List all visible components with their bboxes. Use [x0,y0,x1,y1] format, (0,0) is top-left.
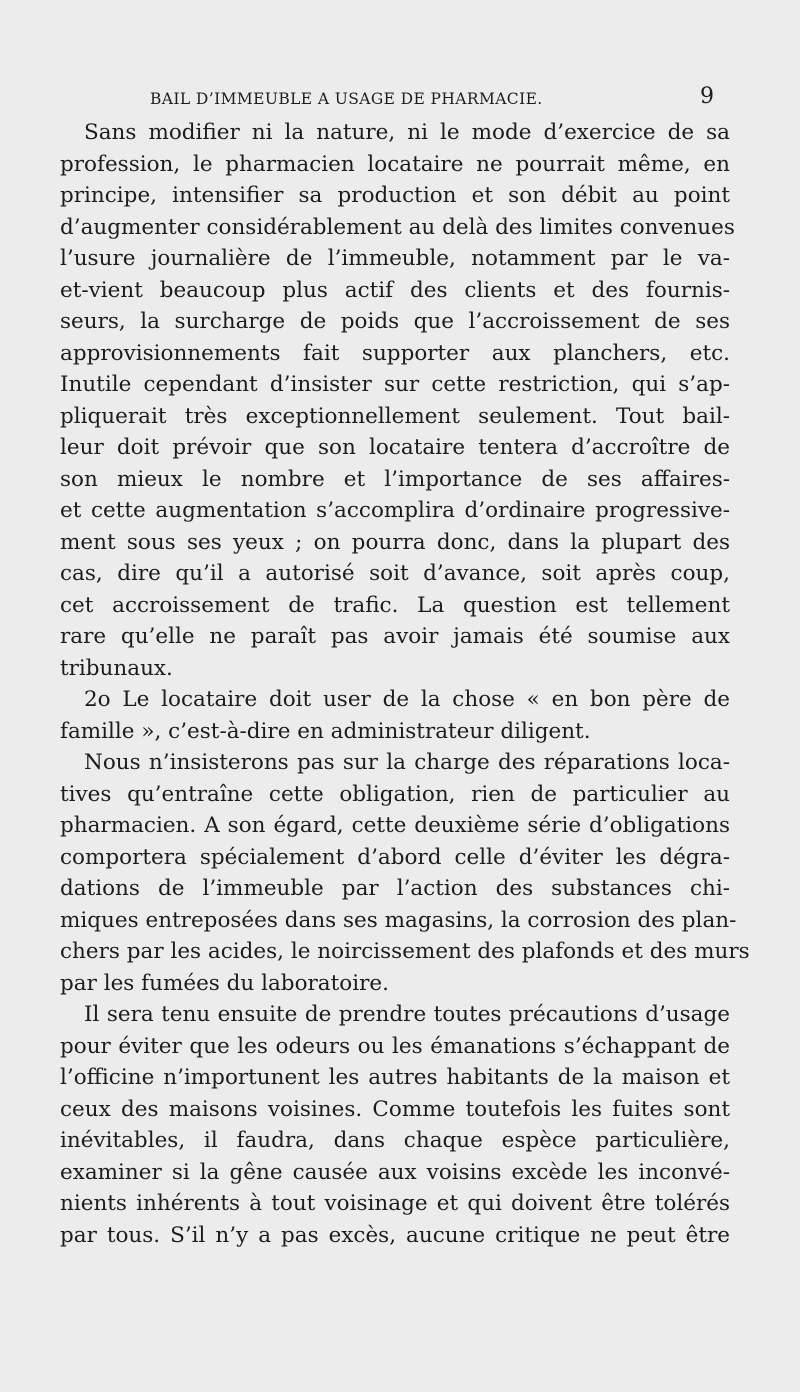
text-line: profession, le pharmacien locataire ne pourrait même, en [60,152,730,177]
text-line: examiner si la gêne causée aux voisins excède les inconvé- [60,1160,730,1185]
text-line: leur doit prévoir que son locataire tentera d’accroître de [60,435,730,460]
text-line: seurs, la surcharge de poids que l’accroissement de ses [60,309,730,334]
text-line: par les fumées du laboratoire. [60,971,389,996]
text-line: dations de l’immeuble par l’action des substances chi- [60,876,730,901]
text-line: cet accroissement de trafic. La question est tellement [60,593,730,618]
text-line: Nous n’insisterons pas sur la charge des réparations loca- [84,750,730,775]
text-line: tives qu’entraîne cette obligation, rien de particulier au [60,782,730,807]
text-line: Sans modifier ni la nature, ni le mode d’exercice de sa [84,120,730,145]
text-line: Il sera tenu ensuite de prendre toutes précautions d’usage [84,1002,730,1027]
text-line: chers par les acides, le noircissement des plafonds et des murs [60,939,750,964]
text-line: miques entreposées dans ses magasins, la corrosion des plan- [60,908,737,933]
text-line: famille », c’est-à-dire en administrateur diligent. [60,719,591,744]
text-line: pharmacien. A son égard, cette deuxième série d’obligations [60,813,730,838]
text-line: 2o Le locataire doit user de la chose « en bon père de [84,687,730,712]
text-line: et cette augmentation s’accomplira d’ordinaire progressive- [60,498,730,523]
text-line: son mieux le nombre et l’importance de ses affaires- [60,467,730,492]
text-line: et-vient beaucoup plus actif des clients et des fournis- [60,278,730,303]
text-line: l’usure journalière de l’immeuble, notamment par le va- [60,246,730,271]
running-title: BAIL D’IMMEUBLE A USAGE DE PHARMACIE. [150,90,543,108]
text-line: cas, dire qu’il a autorisé soit d’avance, soit après coup, [60,561,730,586]
text-line: l’officine n’importunent les autres habitants de la maison et [60,1065,730,1090]
text-line: pour éviter que les odeurs ou les émanations s’échappant de [60,1034,730,1059]
text-line: approvisionnements fait supporter aux planchers, etc. [60,341,730,366]
page-number: 9 [700,84,714,109]
text-line: d’augmenter considérablement au delà des limites convenues [60,215,735,240]
text-line: rare qu’elle ne paraît pas avoir jamais été soumise aux [60,624,730,649]
text-line: par tous. S’il n’y a pas excès, aucune critique ne peut être [60,1223,730,1248]
text-line: Inutile cependant d’insister sur cette restriction, qui s’ap- [60,372,730,397]
text-line: ceux des maisons voisines. Comme toutefois les fuites sont [60,1097,730,1122]
text-line: inévitables, il faudra, dans chaque espèce particulière, [60,1128,730,1153]
text-line: ment sous ses yeux ; on pourra donc, dans la plupart des [60,530,730,555]
text-line: principe, intensifier sa production et son débit au point [60,183,730,208]
text-line: tribunaux. [60,656,173,681]
text-line: nients inhérents à tout voisinage et qui doivent être tolérés [60,1191,730,1216]
text-line: comportera spécialement d’abord celle d’éviter les dégra- [60,845,730,870]
text-line: pliquerait très exceptionnellement seulement. Tout bail- [60,404,730,429]
